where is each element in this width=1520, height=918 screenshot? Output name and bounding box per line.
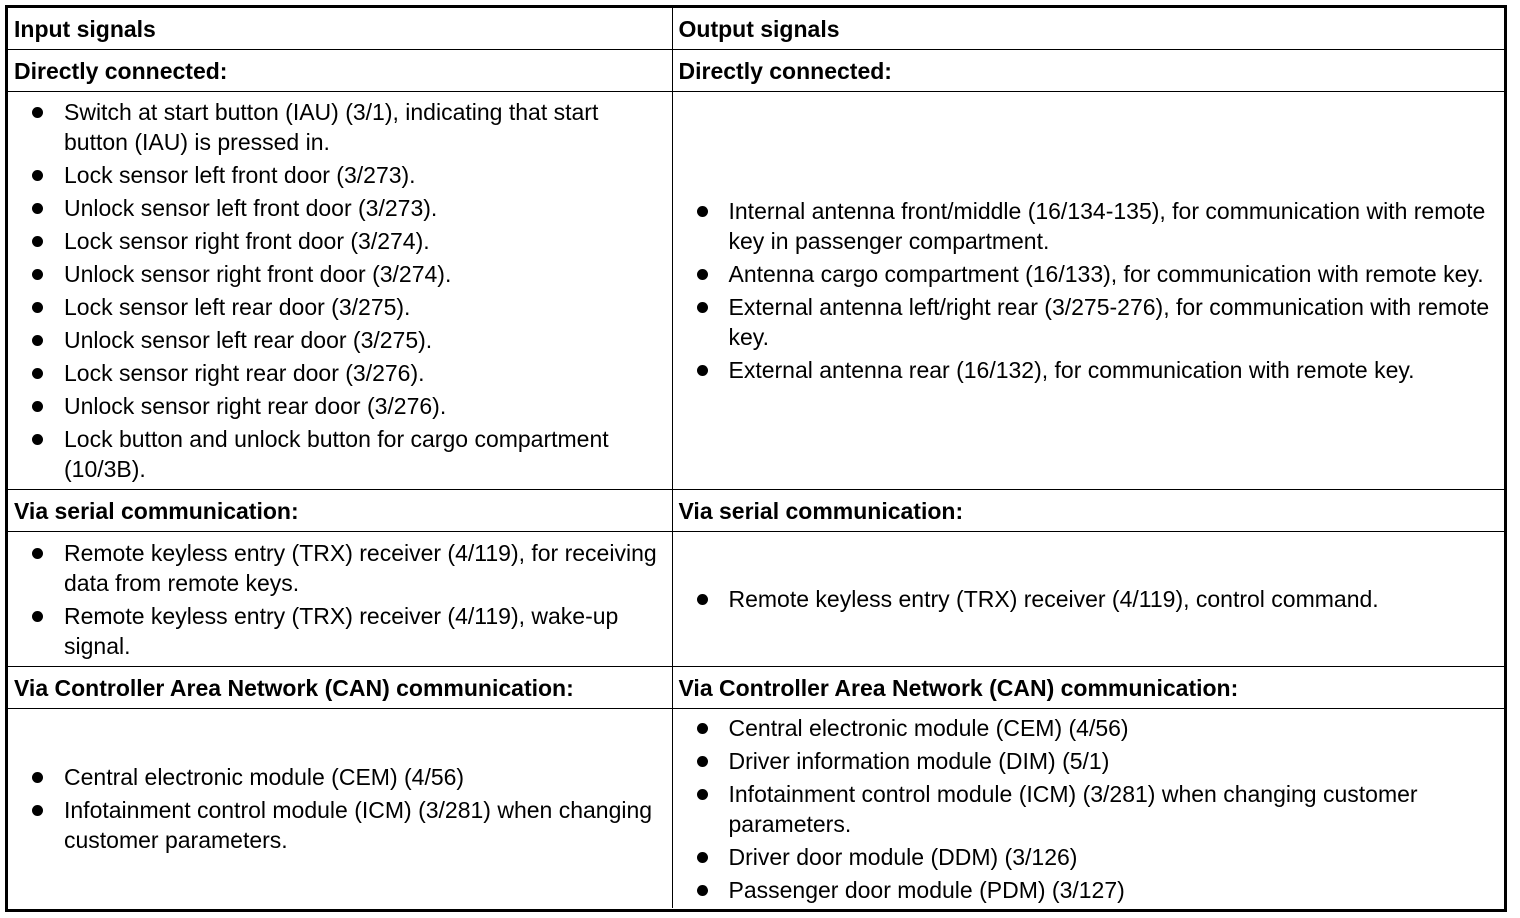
section-title-right: Directly connected: — [672, 50, 1504, 92]
output-list-cell — [672, 92, 1504, 490]
input-list-cell — [8, 709, 672, 909]
bullet-item: Unlock sensor left front door (3/273). — [14, 193, 666, 223]
bullet-item: Lock sensor right front door (3/274). — [14, 226, 666, 256]
section-title-left: Directly connected: — [8, 50, 672, 92]
bullet-item: Antenna cargo compartment (16/133), for communication with remote key. — [679, 259, 1499, 289]
bullet-item: External antenna left/right rear (3/275-276), for communication with remote key. — [679, 292, 1499, 352]
table-header-row — [8, 8, 1504, 50]
bullet-item: Infotainment control module (ICM) (3/281) when changing customer parameters. — [679, 779, 1499, 839]
bullet-item: Central electronic module (CEM) (4/56) — [679, 713, 1499, 743]
bullet-item: External antenna rear (16/132), for communication with remote key. — [679, 355, 1499, 385]
bullet-item: Central electronic module (CEM) (4/56) — [14, 762, 666, 792]
bullet-item: Remote keyless entry (TRX) receiver (4/119), wake-up signal. — [14, 601, 666, 661]
section-title-left: Via Controller Area Network (CAN) communication: — [8, 667, 672, 709]
input-list-cell — [8, 532, 672, 667]
section-body-row — [8, 709, 1504, 909]
section-title-row — [8, 490, 1504, 532]
bullet-item: Lock sensor left rear door (3/275). — [14, 292, 666, 322]
bullet-item: Remote keyless entry (TRX) receiver (4/119), control command. — [679, 584, 1499, 614]
bullet-item: Remote keyless entry (TRX) receiver (4/119), for receiving data from remote keys. — [14, 538, 666, 598]
input-list-cell — [8, 92, 672, 490]
bullet-item: Switch at start button (IAU) (3/1), indicating that start button (IAU) is pressed in. — [14, 97, 666, 157]
signals-table-frame — [5, 5, 1507, 912]
section-body-row — [8, 532, 1504, 667]
bullet-item: Lock sensor left front door (3/273). — [14, 160, 666, 190]
bullet-item: Unlock sensor right rear door (3/276). — [14, 391, 666, 421]
bullet-item: Lock sensor right rear door (3/276). — [14, 358, 666, 388]
input-list — [14, 762, 666, 855]
bullet-item: Passenger door module (PDM) (3/127) — [679, 875, 1499, 905]
signals-table — [8, 8, 1504, 908]
bullet-item: Unlock sensor left rear door (3/275). — [14, 325, 666, 355]
output-list — [679, 713, 1499, 905]
bullet-item: Internal antenna front/middle (16/134-135), for communication with remote key in passenger compartment. — [679, 196, 1499, 256]
output-list — [679, 584, 1499, 614]
output-signals-heading: Output signals — [672, 8, 1504, 50]
output-list — [679, 196, 1499, 385]
output-list-cell — [672, 532, 1504, 667]
bullet-item: Infotainment control module (ICM) (3/281) when changing customer parameters. — [14, 795, 666, 855]
section-title-right: Via Controller Area Network (CAN) communication: — [672, 667, 1504, 709]
section-title-right: Via serial communication: — [672, 490, 1504, 532]
bullet-item: Lock button and unlock button for cargo compartment (10/3B). — [14, 424, 666, 484]
section-body-row — [8, 92, 1504, 490]
section-title-row — [8, 50, 1504, 92]
bullet-item: Driver door module (DDM) (3/126) — [679, 842, 1499, 872]
input-list — [14, 538, 666, 661]
input-list — [14, 97, 666, 484]
bullet-item: Unlock sensor right front door (3/274). — [14, 259, 666, 289]
section-title-row — [8, 667, 1504, 709]
output-list-cell — [672, 709, 1504, 909]
input-signals-heading: Input signals — [8, 8, 672, 50]
bullet-item: Driver information module (DIM) (5/1) — [679, 746, 1499, 776]
section-title-left: Via serial communication: — [8, 490, 672, 532]
